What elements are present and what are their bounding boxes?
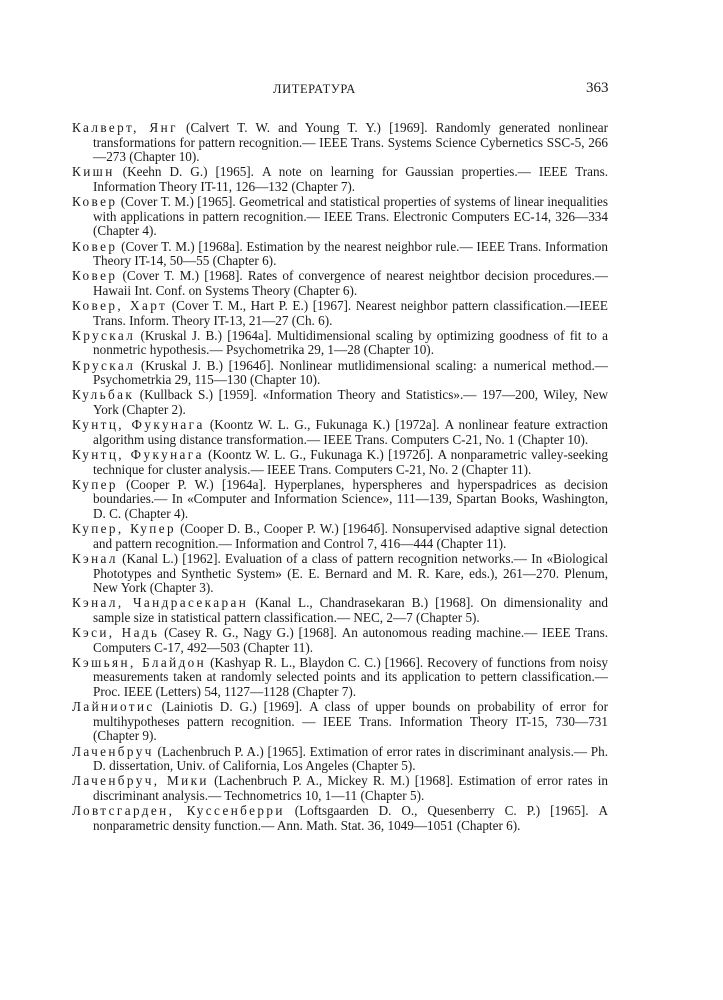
reference-author: Купер, Купер [72, 521, 177, 537]
reference-author: Ковер [72, 194, 118, 210]
reference-author: Крускал [72, 357, 136, 373]
reference-entry [72, 774, 608, 803]
running-header [0, 82, 723, 102]
reference-body: (Koontz W. L. G., Fukunaga K.) [1972б]. A nonparametric valley-seeking technique for cluster analysis.— IEEE Trans. Computers C-21, No. 2 (Chapter 11). [93, 447, 608, 477]
reference-entry [72, 656, 608, 700]
reference-body: (Loftsgaarden D. O., Quesenberry C. P.) [1965]. A nonparametric density function.— Ann. Math. Stat. 36, 1049—1051 (Chapter 6). [93, 803, 608, 833]
reference-author: Ловтсгарден, Куссенберри [72, 803, 285, 819]
reference-entry [72, 165, 608, 194]
reference-body: (Cooper D. B., Cooper P. W.) [1964б]. Nonsupervised adaptive signal detection and pattern recognition.— Information and Control 7, 416—444 (Chapter 11). [93, 521, 608, 551]
reference-author: Ковер [72, 238, 118, 254]
reference-list [72, 121, 608, 834]
reference-body: (Cover T. M.) [1968a]. Estimation by the nearest neighbor rule.— IEEE Trans. Information Theory IT-14, 50—55 (Chapter 6). [93, 238, 608, 269]
reference-author: Ковер, Харт [72, 298, 168, 314]
reference-body: (Keehn D. G.) [1965]. A note on learning for Gaussian properties.— IEEE Trans. Information Theory IT-11, 126—132 (Chapter 7). [93, 164, 608, 194]
reference-author: Кульбак [72, 387, 135, 403]
reference-entry [72, 522, 608, 551]
reference-author: Кэнал, Чандрасекаран [72, 595, 249, 611]
reference-entry [72, 418, 608, 447]
reference-author: Лаченбруч [72, 743, 154, 759]
reference-body: (Cover T. M., Hart P. E.) [1967]. Nearest neighbor pattern classification.—IEEE Trans. Inform. Theory IT-13, 21—27 (Ch. 6). [93, 298, 608, 328]
reference-entry [72, 388, 608, 417]
reference-body: (Lachenbruch P. A.) [1965]. Extimation of error rates in discriminant analysis.— Ph. D. dissertation, Univ. of California, Los Angeles (Chapter 5). [93, 743, 608, 774]
reference-author: Лайниотис [72, 699, 155, 715]
reference-body: (Kanal L., Chandrasekaran B.) [1968]. On dimensionality and sample size in statistical pattern classification.— NEC, 2—7 (Chapter 5). [93, 595, 608, 625]
reference-author: Лаченбруч, Мики [72, 773, 209, 789]
reference-author: Калверт, Янг [72, 120, 178, 135]
reference-author: Кунтц, Фукунага [72, 417, 205, 433]
reference-entry [72, 478, 608, 522]
reference-entry [72, 700, 608, 744]
reference-author: Крускал [72, 327, 136, 343]
reference-body: (Lachenbruch P. A., Mickey R. M.) [1968]. Estimation of error rates in discriminant analysis.— Technometrics 10, 1—11 (Chapter 5). [93, 773, 608, 803]
reference-entry [72, 745, 608, 774]
reference-body: (Koontz W. L. G., Fukunaga K.) [1972a]. A nonlinear feature extraction algorithm using distance transformation.— IEEE Trans. Computers C-21, No. 1 (Chapter 10). [93, 417, 608, 447]
reference-author: Купер [72, 476, 118, 492]
reference-body: (Calvert T. W. and Young T. Y.) [1969]. Randomly generated nonlinear transformations for pattern recognition.— IEEE Trans. Systems Science Cybernetics SSC-5, 266—273 (Chapter 10). [93, 120, 608, 165]
page-number: 363 [586, 80, 609, 96]
reference-entry [72, 121, 608, 165]
reference-author: Кэшьян, Блайдон [72, 654, 207, 670]
running-title: ЛИТЕРАТУРА [273, 82, 356, 96]
reference-body: (Lainiotis D. G.) [1969]. A class of upper bounds on probability of error for multihypotheses pattern recognition. — IEEE Trans. Information Theory IT-15, 730—731 (Chapter 9). [93, 699, 608, 744]
reference-entry [72, 596, 608, 625]
reference-entry [72, 804, 608, 833]
reference-author: Кэси, Надь [72, 625, 160, 641]
reference-body: (Kruskal J. B.) [1964a]. Multidimensional scaling by optimizing goodness of fit to a nonmetric hypothesis.— Psychometrika 29, 1—28 (Chapter 10). [93, 327, 608, 358]
reference-entry [72, 626, 608, 655]
reference-body: (Cover T. M.) [1968]. Rates of convergence of nearest neightbor decision procedures.— Hawaii Int. Conf. on Systems Theory (Chapter 6). [93, 268, 608, 298]
reference-body: (Kruskal J. B.) [1964б]. Nonlinear mutlidimensional scaling: a numerical method.— Psychometrkia 29, 115—130 (Chapter 10). [93, 357, 608, 388]
reference-author: Кунтц, Фукунага [72, 447, 204, 462]
reference-entry [72, 240, 608, 269]
reference-entry [72, 359, 608, 388]
reference-entry [72, 448, 608, 477]
reference-entry [72, 552, 608, 596]
reference-author: Кэнал [72, 550, 118, 566]
reference-body: (Kullback S.) [1959]. «Information Theory and Statistics».— 197—200, Wiley, New York (Chapter 2). [93, 387, 608, 418]
reference-entry [72, 299, 608, 328]
reference-body: (Cover T. M.) [1965]. Geometrical and statistical properties of systems of linear inequalities with applications in pattern recognition.— IEEE Trans. Electronic Computers EC-14, 326—334 (Chapter 4). [93, 194, 608, 239]
reference-entry [72, 269, 608, 298]
reference-body: (Kanal L.) [1962]. Evaluation of a class of pattern recognition networks.— In «Biological Phototypes and Synthetic System» (E. E. Bernard and M. R. Kare, eds.), 261—270. Plenum, New York (Chapter 3). [93, 550, 608, 596]
reference-author: Кишн [72, 164, 115, 180]
reference-body: (Kashyap R. L., Blaydon C. C.) [1966]. Recovery of functions from noisy measurements taken at randomly selected points and its application to pettern classification.— Proc. IEEE (Letters) 54, 1127—1128 (Chapter 7). [93, 654, 609, 700]
reference-entry [72, 329, 608, 358]
reference-body: (Casey R. G., Nagy G.) [1968]. An autonomous reading machine.— IEEE Trans. Computers C-17, 492—503 (Chapter 11). [93, 625, 608, 655]
reference-entry [72, 195, 608, 239]
reference-author: Ковер [72, 268, 118, 284]
reference-body: (Cooper P. W.) [1964a]. Hyperplanes, hyperspheres and hyperspadrices as decision boundaries.— In «Computer and Information Science», 111—139, Spartan Books, Washington, D. C. (Chapter 4). [93, 476, 608, 521]
